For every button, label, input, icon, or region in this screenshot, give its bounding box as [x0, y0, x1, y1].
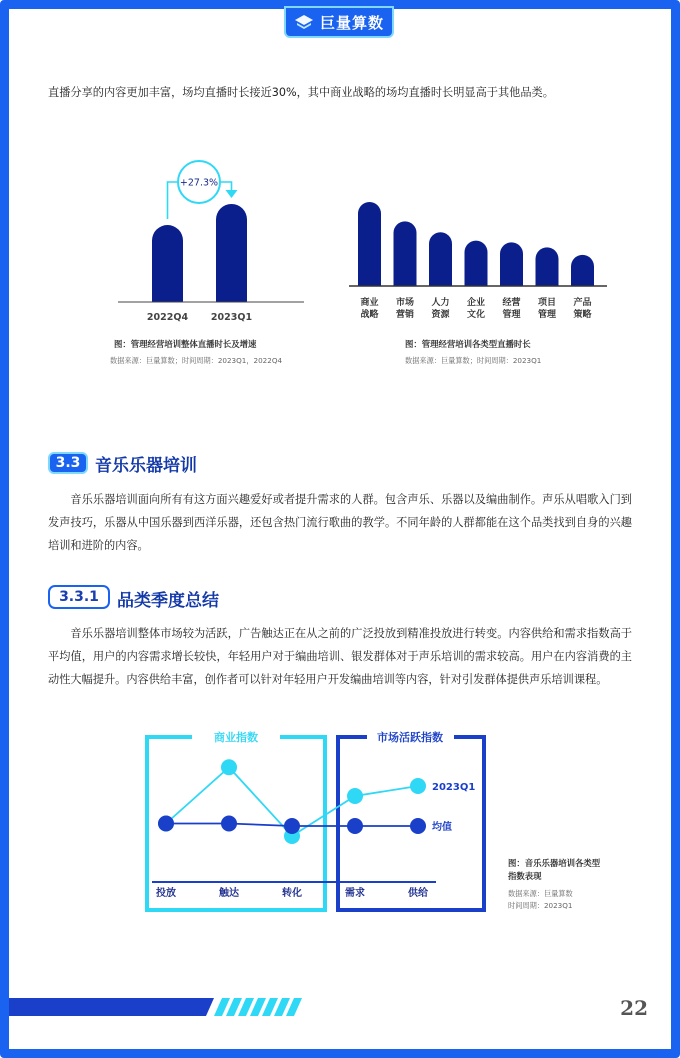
- chart3-data-point: [347, 818, 363, 834]
- chart3-series-points: [158, 759, 426, 844]
- chart2-bar: [358, 202, 381, 286]
- chart3-caption-line2: 指数表现: [508, 871, 542, 881]
- chart3-series-label: 均值: [432, 822, 452, 833]
- chart2-x-tick-label: 企业: [466, 298, 486, 308]
- subsection-title: 品类季度总结: [117, 591, 219, 611]
- chart3-series-label: 2023Q1: [432, 782, 476, 793]
- section-paragraph: 音乐乐器培训面向所有有这方面兴趣爱好或者提升需求的人群。包含声乐、乐器以及编曲制作。声乐从唱歌入门到发声技巧，乐器从中国乐器到西洋乐器，还包含热门流行歌曲的教学。不同年龄的人群都能在这个品类找到自身的兴趣培训和进阶的内容。: [48, 493, 632, 552]
- chart3-source-line2: 时间周期：2023Q1: [508, 901, 573, 910]
- brand-name: 巨量算数: [319, 13, 384, 32]
- chart1-growth-connector: [168, 182, 178, 219]
- chart3-x-tick-label: 供给: [408, 888, 428, 899]
- chart3-data-point: [410, 778, 426, 794]
- chart-total-duration: [110, 150, 310, 330]
- chart-index-performance: [140, 724, 500, 916]
- chart2-x-tick-label: 管理: [502, 310, 521, 320]
- chart1-growth-arrow: [226, 190, 238, 198]
- chart3-data-point: [158, 816, 174, 832]
- chart1-bar: [216, 204, 247, 302]
- chart2-x-tick-label: 营销: [395, 310, 415, 320]
- chart2-x-tick-label: 经营: [502, 298, 521, 308]
- chart2-x-tick-label: 项目: [537, 298, 557, 308]
- chart1-growth-label: +27.3%: [179, 177, 219, 189]
- subsection-paragraph: 音乐乐器培训整体市场较为活跃，广告触达正在从之前的广泛投放到精准投放进行转变。内容供给和需求指数高于平均值，用户的内容需求增长较快，年轻用户对于编曲培训、银发群体对于声乐培训的需求较高。用户在内容消费的主动性大幅提升。内容供给丰富，创作者可以针对年轻用户开发编曲培训等内容，针对引发群体提供声乐培训课程。: [48, 627, 632, 686]
- chart2-caption: 图：管理经营培训各类型直播时长: [405, 339, 531, 349]
- chart3-x-tick-label: 需求: [345, 888, 365, 899]
- chart1-caption: 图：管理经营培训整体直播时长及增速: [114, 339, 257, 349]
- subsection-number-badge: 3.3.1: [48, 585, 110, 609]
- chart2-x-tick-label: 文化: [466, 310, 486, 320]
- chart3-data-point: [347, 788, 363, 804]
- page-number: 22: [620, 996, 648, 1020]
- chart3-x-tick-label: 触达: [219, 888, 239, 899]
- chart3-caption-line1: 图：音乐乐器培训各类型: [508, 858, 601, 868]
- chart3-x-tick-label: 转化: [282, 888, 302, 899]
- chart2-x-tick-label: 产品: [573, 298, 592, 308]
- chart1-x-tick-label: 2022Q4: [146, 312, 189, 323]
- chart2-x-tick-label: 战略: [360, 310, 379, 320]
- chart-category-duration: [345, 190, 615, 330]
- chart2-x-tick-label: 资源: [431, 310, 450, 320]
- chart3-group2-label: 市场活跃指数: [377, 731, 443, 744]
- chart1-source: 数据来源：巨量算数；时间周期：2023Q1，2022Q4: [110, 356, 283, 365]
- chart3-group1-label: 商业指数: [214, 731, 258, 744]
- chart2-bar: [429, 232, 452, 286]
- chart2-bar: [394, 221, 417, 286]
- chart2-x-tick-label: 商业: [360, 298, 379, 308]
- section-number-badge: 3.3: [48, 452, 88, 474]
- chart2-x-tick-label: 策略: [573, 310, 592, 320]
- chart2-bar: [500, 242, 523, 286]
- chart3-data-point: [221, 759, 237, 775]
- chart3-data-point: [221, 816, 237, 832]
- chart2-bar: [571, 255, 594, 286]
- chart3-source-line1: 数据来源：巨量算数: [508, 889, 573, 898]
- chart2-x-tick-label: 人力: [431, 298, 450, 308]
- chart3-x-tick-label: 投放: [156, 888, 176, 899]
- chart2-bar: [536, 247, 559, 286]
- footer-stripe-decoration: [9, 998, 309, 1016]
- chart1-bar: [152, 225, 183, 302]
- chart2-x-tick-label: 管理: [537, 310, 557, 320]
- chart3-labels: [156, 730, 475, 899]
- chart2-bar: [465, 241, 488, 286]
- brand-logo: [284, 6, 394, 38]
- intro-paragraph: 直播分享的内容更加丰富，场均直播时长接近30%，其中商业战略的场均直播时长明显高于其他品类。: [48, 86, 554, 99]
- chart1-x-tick-label: 2023Q1: [210, 312, 253, 323]
- chart2-x-tick-label: 市场: [395, 298, 415, 308]
- section-title: 音乐乐器培训: [95, 456, 197, 476]
- chart3-data-point: [410, 818, 426, 834]
- chart3-data-point: [284, 818, 300, 834]
- chart2-source: 数据来源：巨量算数；时间周期：2023Q1: [405, 356, 542, 365]
- brand-mark-icon: [294, 14, 314, 30]
